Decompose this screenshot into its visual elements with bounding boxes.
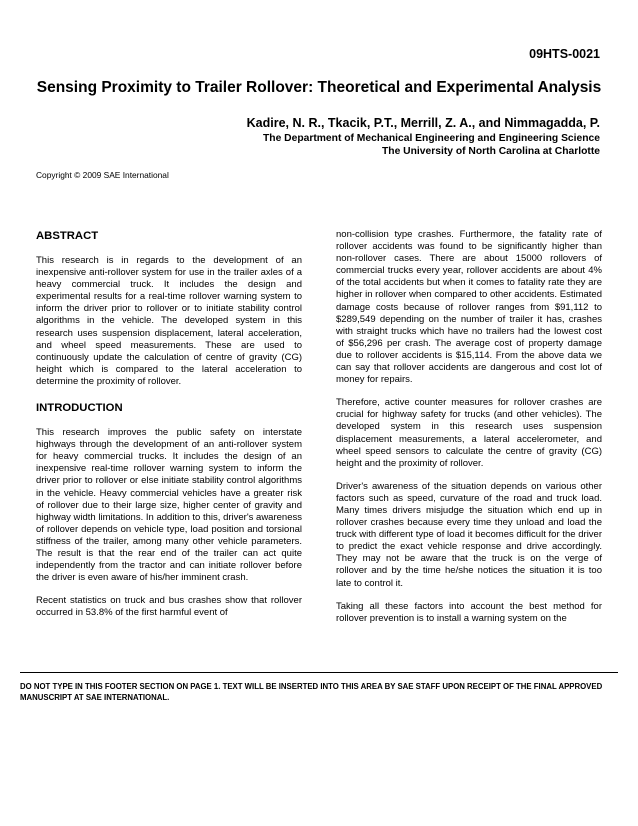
left-column xyxy=(36,229,302,619)
paper-title: Sensing Proximity to Trailer Rollover: Theoretical and Experimental Analysis xyxy=(36,79,602,96)
introduction-paragraph-2: Recent statistics on truck and bus crashes show that rollover occurred in 53.8% of the first harmful event of xyxy=(36,595,302,619)
right-paragraph-1: non-collision type crashes. Furthermore, the fatality rate of rollover accidents was found to be significantly higher than non-rollover cases. There are about 15000 rollovers of commercial trucks every year, rollover accidents are about 4% of the total accidents but when it comes to fatality rate they are higher in rollover when compared to other accidents. Estimated damage costs because of rollover ranges from $91,112 to $289,549 depending on the number of trailer it has, crashes with straight trucks which have no trailers had the lowest cost of $56,296 per crash. The average cost of property damage due to rollover accidents is $15,114. From the above data we can say that rollover accidents are dangerous and cost lot of money for repairs. xyxy=(336,229,602,386)
right-paragraph-4: Taking all these factors into account the best method for rollover prevention is to install a warning system on the xyxy=(336,600,602,624)
copyright-notice: Copyright © 2009 SAE International xyxy=(36,170,169,180)
affiliation-department: The Department of Mechanical Engineering and Engineering Science xyxy=(262,133,600,144)
abstract-heading: ABSTRACT xyxy=(36,230,99,242)
footer-divider xyxy=(20,672,618,673)
footer-note: DO NOT TYPE IN THIS FOOTER SECTION ON PAGE 1. TEXT WILL BE INSERTED INTO THIS AREA BY SAE STAFF UPON RECEIPT OF THE FINAL APPROVED MANUSCRIPT AT SAE INTERNATIONAL. xyxy=(20,682,603,702)
right-column xyxy=(336,229,602,625)
right-paragraph-2: Therefore, active counter measures for rollover crashes are crucial for highway safety for trucks (and other vehicles). The developed system in this research uses suspension displacement measurements, a lateral accelerometer, and wheel speed sensors to calculate the centre of gravity (CG) height and the proximity of rollover. xyxy=(336,397,602,469)
abstract-text: This research is in regards to the development of an inexpensive anti-rollover system for use in the trailer axles of a heavy commercial truck. It includes the design and experimental results for a real-time rollover warning system to inform the driver prior to rollover or to initiate stability control algorithms in the vehicle. The developed system in this research uses suspension displacement, lateral acceleration, and wheel speed measurements. These are used to continuously update the calculation of centre of gravity (CG) height which is compared to the lateral acceleration to determine the proximity of rollover. xyxy=(36,255,302,387)
paper-id: 09HTS-0021 xyxy=(529,47,600,61)
introduction-paragraph-1: This research improves the public safety on interstate highways through the development of an anti-rollover system for heavy commercial trucks. It includes the design of an inexpensive real-time rollover warning system to inform the driver prior to rollover or else initiate stability control algorithms in the vehicle. Heavy commercial vehicles have a greater risk of rollover due to their large size, higher center of gravity and highway width limitations. In addition to this, driver's awareness of rollover depends on vehicle type, load position and torsional stiffness of the trailer, among many other vehicle parameters. The result is that the rear end of the trailer can act quite independently from the tractor and can initiate rollover before the driver is even aware of his/her imminent crash. xyxy=(36,427,302,584)
introduction-heading: INTRODUCTION xyxy=(36,402,123,415)
right-paragraph-3: Driver's awareness of the situation depends on various other factors such as speed, curvature of the road and truck load. Many times drivers misjudge the situation which end up in rollover crashes because every time they unload and load the truck with different type of load it becomes difficult for the driver to predict the exact vehicle response and drive accordingly. They may not be aware that the truck is on the verge of rollover and by the time he/she notices the situation it is too late to control it. xyxy=(336,480,602,589)
affiliation-university: The University of North Carolina at Charlotte xyxy=(382,146,600,157)
authors: Kadire, N. R., Tkacik, P.T., Merrill, Z. A., and Nimmagadda, P. xyxy=(246,116,600,130)
